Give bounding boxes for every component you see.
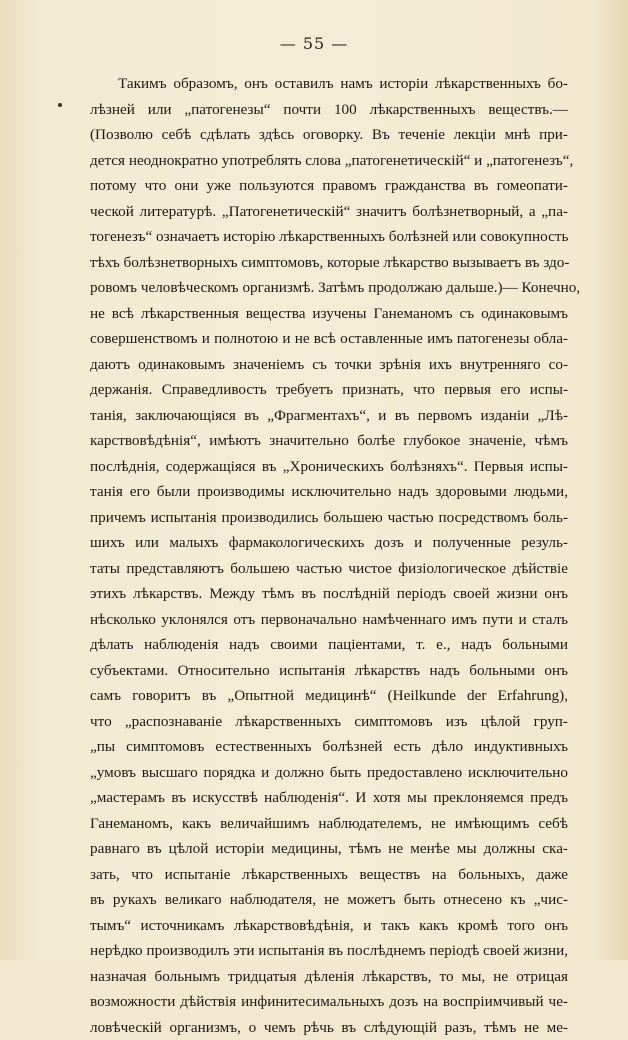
text-line: лѣзней или „патогенезы“ почти 100 лѣкарственныхъ веществъ.— — [90, 97, 568, 123]
text-line: субъектами. Относительно испытанія лѣкарствъ надъ больными онъ — [90, 658, 568, 684]
text-line: танія, заключающіяся въ „Фрагментахъ“, и въ первомъ изданіи „Лѣ- — [90, 403, 568, 429]
text-line: Такимъ образомъ, онъ оставилъ намъ исторіи лѣкарственныхъ бо- — [90, 71, 568, 97]
text-line: держанія. Справедливость требуетъ признать, что первыя его испы- — [90, 377, 568, 403]
text-line: возможности дѣйствія инфинитесимальныхъ дозъ на воспріимчивый че- — [90, 989, 568, 1015]
text-line: назначая больнымъ тридцатыя дѣленія лѣкарствъ, то мы, не отрицая — [90, 964, 568, 990]
text-line: даютъ одинаковымъ значеніемъ съ точки зрѣнія ихъ внутренняго со- — [90, 352, 568, 378]
text-line: „умовъ высшаго порядка и должно быть предоставлено исключительно — [90, 760, 568, 786]
text-line: „мастерамъ въ искусствѣ наблюденія“. И хотя мы преклоняемся предъ — [90, 785, 568, 811]
text-line: въ рукахъ великаго наблюдателя, не можетъ быть отнесено къ „чис- — [90, 887, 568, 913]
text-line: ровомъ человѣческомъ организмѣ. Затѣмъ продолжаю дальше.)— Конечно, — [90, 275, 568, 301]
text-line: дется неоднократно употреблять слова „патогенетическій“ и „патогенезъ“, — [90, 148, 568, 174]
text-line: не всѣ лѣкарственныя вещества изучены Ганеманомъ съ одинаковымъ — [90, 301, 568, 327]
text-line: Ганеманомъ, какъ величайшимъ наблюдателемъ, не имѣющимъ себѣ — [90, 811, 568, 837]
page-number: — 55 — — [0, 34, 628, 53]
text-line: этихъ лѣкарствъ. Между тѣмъ въ послѣдній періодъ своей жизни онъ — [90, 581, 568, 607]
text-line: тогенезъ“ означаетъ исторію лѣкарственныхъ болѣзней или совокупность — [90, 224, 568, 250]
text-line: шихъ или малыхъ фармакологическихъ дозъ и полученные резуль- — [90, 530, 568, 556]
text-line: карствовѣдѣнія“, имѣютъ значительно болѣе глубокое значеніе, чѣмъ — [90, 428, 568, 454]
text-line: ловѣческій организмъ, о чемъ рѣчь въ слѣдующій разъ, тѣмъ не ме- — [90, 1015, 568, 1040]
text-line: тымъ“ источникамъ лѣкарствовѣдѣнія, и такъ какъ кромѣ того онъ — [90, 913, 568, 939]
text-line: потому что они уже пользуются правомъ гражданства въ гомеопати- — [90, 173, 568, 199]
text-line: (Позволю себѣ сдѣлать здѣсь оговорку. Въ теченіе лекціи мнѣ при- — [90, 122, 568, 148]
text-line: ческой литературѣ. „Патогенетическій“ значитъ болѣзнетворный, а „па- — [90, 199, 568, 225]
text-line: нѣсколько уклонялся отъ первоначально намѣченнаго имъ пути и сталъ — [90, 607, 568, 633]
text-line: нерѣдко производилъ эти испытанія въ послѣднемъ періодѣ своей жизни, — [90, 938, 568, 964]
text-line: причемъ испытанія производились большею частью посредствомъ боль- — [90, 505, 568, 531]
margin-mark — [58, 103, 62, 107]
body-text — [90, 71, 568, 1040]
text-line: танія его были производимы исключительно надъ здоровыми людьми, — [90, 479, 568, 505]
text-line: что „распознаваніе лѣкарственныхъ симптомовъ изъ цѣлой груп- — [90, 709, 568, 735]
text-line: послѣднія, содержащіяся въ „Хроническихъ болѣзняхъ“. Первыя испы- — [90, 454, 568, 480]
text-line: дѣлать наблюденія надъ своими паціентами, т. е., надъ больными — [90, 632, 568, 658]
text-line: равнаго въ цѣлой исторіи медицины, тѣмъ не менѣе мы должны ска- — [90, 836, 568, 862]
text-line: таты представляютъ большею частью чистое физіологическое дѣйствіе — [90, 556, 568, 582]
text-line: тѣхъ болѣзнетворныхъ симптомовъ, которые лѣкарство вызываетъ въ здо- — [90, 250, 568, 276]
text-line: совершенствомъ и полнотою и не всѣ оставленные имъ патогенезы обла- — [90, 326, 568, 352]
text-line: зать, что испытаніе лѣкарственныхъ веществъ на больныхъ, даже — [90, 862, 568, 888]
text-line: самъ говоритъ въ „Опытной медицинѣ“ (Heilkunde der Erfahrung), — [90, 683, 568, 709]
text-line: „пы симптомовъ естественныхъ болѣзней есть дѣло индуктивныхъ — [90, 734, 568, 760]
